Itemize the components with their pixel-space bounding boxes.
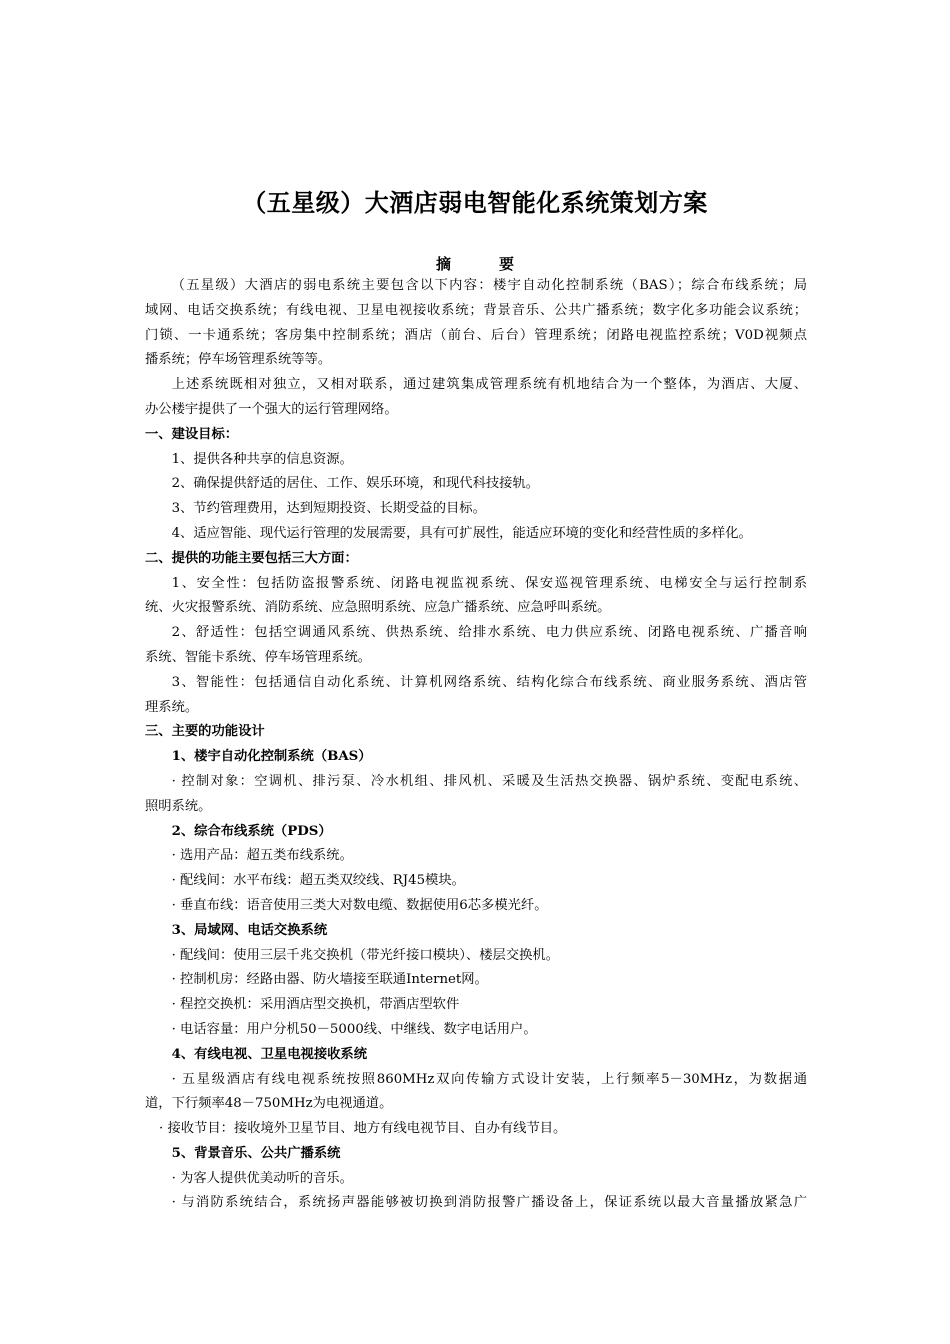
- bullet-item: · 选用产品：超五类布线系统。: [171, 848, 353, 864]
- list-item-continued: 统、火灾报警系统、消防系统、应急照明系统、应急广播系统、应急呼叫系统。: [145, 600, 611, 616]
- bullet-item: · 与消防系统结合，系统扬声器能够被切换到消防报警广播设备上，保证系统以最大音量播放紧急广: [171, 1195, 807, 1211]
- bullet-item-continued: 照明系统。: [145, 798, 212, 814]
- subsection-heading: 5、背景音乐、公共广播系统: [171, 1145, 341, 1161]
- list-item-continued: 理系统。: [145, 699, 199, 715]
- list-item: 2、确保提供舒适的居住、工作、娱乐环境，和现代科技接轨。: [171, 476, 540, 492]
- abstract-heading: [0, 253, 950, 274]
- bullet-item: · 配线间：使用三层千兆交换机（带光纤接口模块）、楼层交换机。: [171, 947, 560, 963]
- abstract-heading-right: 要: [499, 255, 515, 273]
- bullet-item: · 垂直布线：语音使用三类大对数电缆、数据使用6芯多模光纤。: [171, 897, 548, 913]
- list-item: 1、安全性：包括防盗报警系统、闭路电视监视系统、保安巡视管理系统、电梯安全与运行控制系: [171, 575, 807, 591]
- bullet-item: · 电话容量：用户分机50－5000线、中继线、数字电话用户。: [171, 1021, 537, 1037]
- bullet-item: · 五星级酒店有线电视系统按照860MHz双向传输方式设计安装，上行频率5－30MHz，为数据通: [171, 1071, 807, 1087]
- bullet-item: · 接收节目：接收境外卫星节目、地方有线电视节目、自办有线节目。: [159, 1121, 567, 1137]
- list-item-continued: 系统、智能卡系统、停车场管理系统。: [145, 649, 372, 665]
- body-line: 播系统；停车场管理系统等等。: [145, 352, 332, 368]
- bullet-item-continued: 道，下行频率48－750MHz为电视通道。: [145, 1096, 393, 1112]
- abstract-heading-left: 摘: [435, 255, 451, 273]
- bullet-item: · 为客人提供优美动听的音乐。: [171, 1170, 353, 1186]
- section-heading: 三、主要的功能设计: [145, 724, 265, 740]
- body-line: （五星级）大酒店的弱电系统主要包含以下内容：楼宇自动化控制系统（BAS）；综合布线系统；局: [171, 278, 807, 293]
- bullet-item: · 控制对象：空调机、排污泵、冷水机组、排风机、采暖及生活热交换器、锅炉系统、变配电系统、: [171, 773, 807, 789]
- body-line: 上述系统既相对独立，又相对联系，通过建筑集成管理系统有机地结合为一个整体，为酒店、大厦、: [171, 377, 807, 393]
- list-item: 3、节约管理费用，达到短期投资、长期受益的目标。: [171, 501, 486, 517]
- body-line: 域网、电话交换系统；有线电视、卫星电视接收系统；背景音乐、公共广播系统；数字化多功能会议系统；: [145, 302, 807, 318]
- document-body: [145, 274, 807, 1216]
- subsection-heading: 4、有线电视、卫星电视接收系统: [171, 1046, 368, 1062]
- section-heading: 一、建设目标：: [145, 426, 239, 442]
- bullet-item: · 程控交换机：采用酒店型交换机，带酒店型软件: [171, 997, 460, 1013]
- document-title: （五星级）大酒店弱电智能化系统策划方案: [242, 188, 708, 217]
- body-line: 办公楼宇提供了一个强大的运行管理网络。: [145, 401, 398, 417]
- subsection-heading: 2、综合布线系统（PDS）: [171, 823, 332, 839]
- list-item: 3、智能性：包括通信自动化系统、计算机网络系统、结构化综合布线系统、商业服务系统、酒店管: [171, 674, 807, 690]
- bullet-item: · 控制机房：经路由器、防火墙接至联通Internet网。: [171, 972, 488, 988]
- body-line: 门锁、一卡通系统；客房集中控制系统；酒店（前台、后台）管理系统；闭路电视监控系统；V0D视频点: [145, 327, 807, 343]
- list-item: 1、提供各种共享的信息资源。: [171, 451, 353, 467]
- section-heading: 二、提供的功能主要包括三大方面：: [145, 550, 358, 566]
- list-item: 2、舒适性：包括空调通风系统、供热系统、给排水系统、电力供应系统、闭路电视系统、广播音响: [171, 625, 807, 641]
- bullet-item: · 配线间：水平布线：超五类双绞线、RJ45模块。: [171, 873, 465, 889]
- subsection-heading: 1、楼宇自动化控制系统（BAS）: [171, 749, 372, 765]
- list-item: 4、适应智能、现代运行管理的发展需要，具有可扩展性，能适应环境的变化和经营性质的多样化。: [171, 525, 752, 541]
- subsection-heading: 3、局域网、电话交换系统: [171, 922, 328, 938]
